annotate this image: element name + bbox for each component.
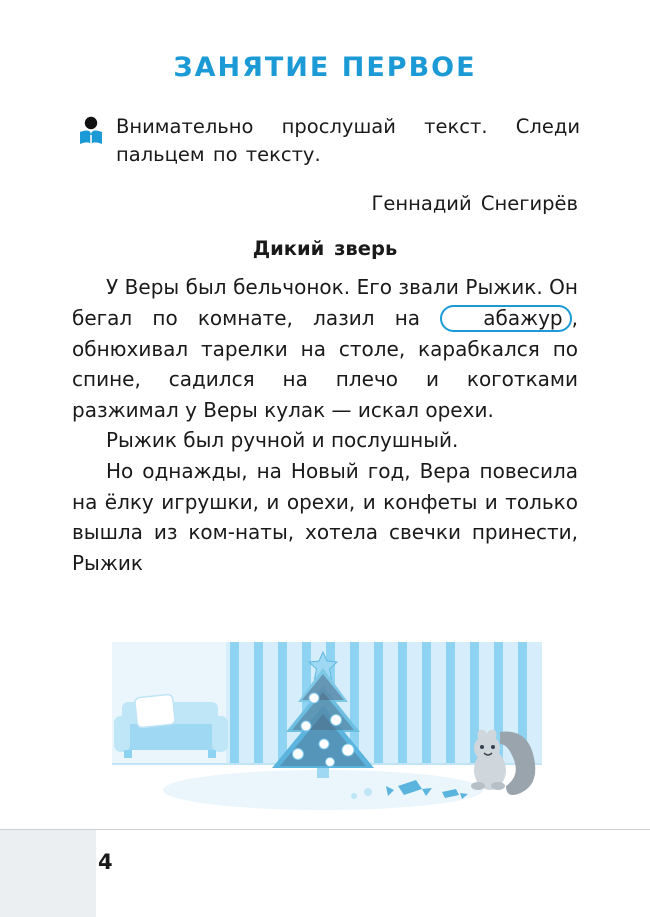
page-title: ЗАНЯТИЕ ПЕРВОЕ: [173, 52, 477, 83]
illustration: [108, 640, 546, 812]
reading-person-icon: [72, 115, 110, 151]
story-body: [72, 272, 578, 578]
paragraph-1-before: У Веры был бельчонок. Его звали Рыжик. Он бегал по комнате, лазил на: [72, 275, 578, 330]
book-page: [0, 52, 650, 917]
highlighted-word: абажур: [440, 305, 571, 332]
instruction-block: [72, 113, 580, 168]
story-title: Дикий зверь: [252, 237, 398, 261]
paragraph-1: [72, 272, 578, 425]
page-number: 4: [98, 850, 113, 874]
page-footer: [0, 829, 650, 917]
paragraph-3: Но однажды, на Новый год, Вера повесила на ёлку игрушки, и орехи, и конфеты и только вышла из ком-наты, хотела свечки принести, Рыжик: [72, 458, 578, 575]
author-name: Геннадий Снегирёв: [371, 192, 578, 216]
paragraph-1-after: , обнюхивал тарелки на столе, карабкался по спине, садился на плечо и коготками разжимал у Веры кулак — искал орехи.: [72, 305, 578, 422]
paragraph-2: Рыжик был ручной и послушный.: [106, 428, 459, 453]
instruction-text: Внимательно прослушай текст. Следи пальцем по тексту.: [116, 115, 580, 166]
footer-swatch: [0, 830, 96, 917]
